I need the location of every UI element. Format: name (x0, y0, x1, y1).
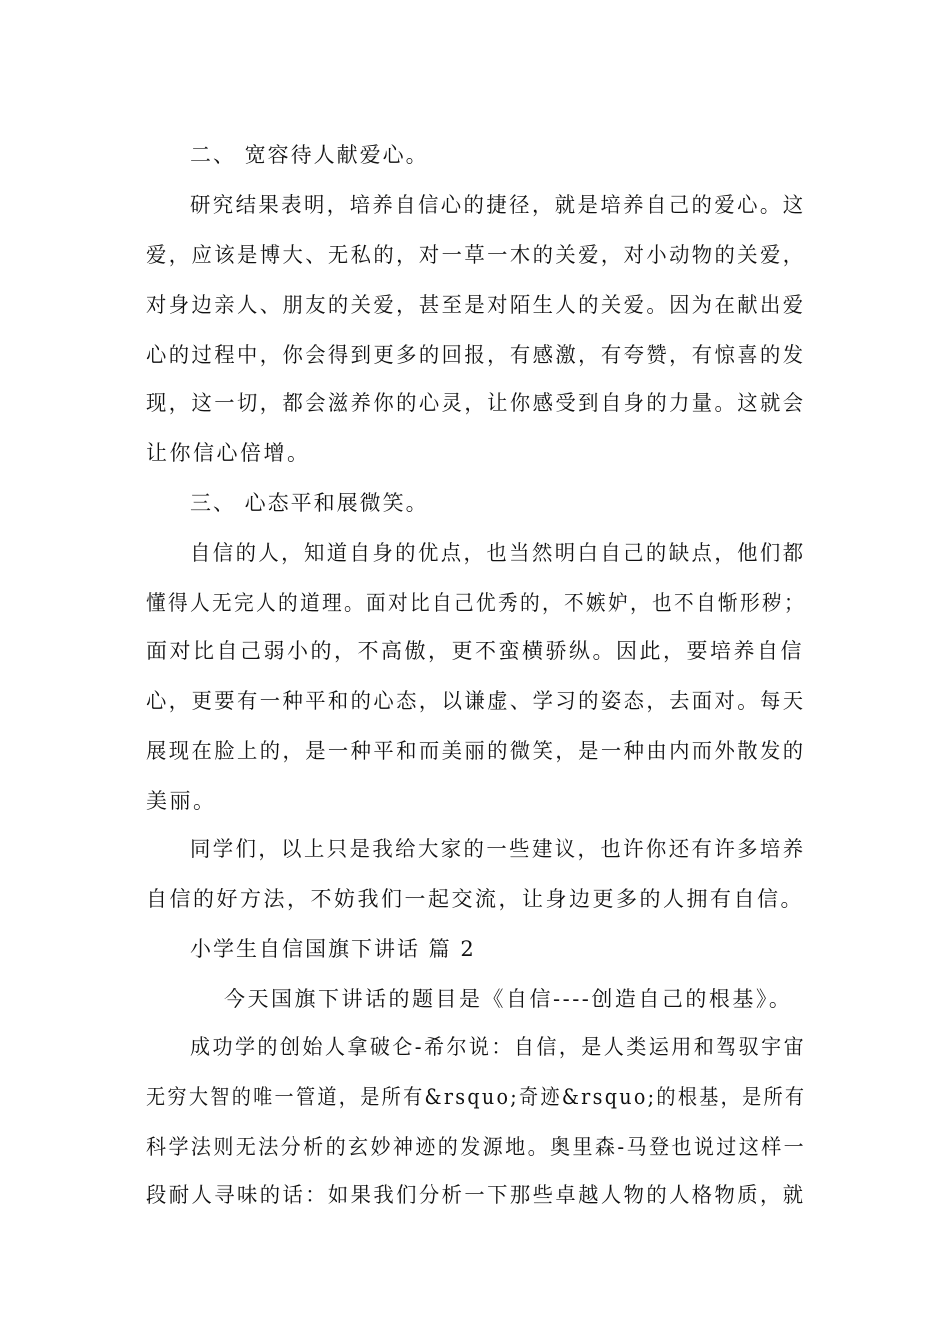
paragraph-line: 自信的人，知道自身的优点，也当然明白自己的缺点，他们都 (190, 541, 806, 565)
paragraph-line: 现，这一切，都会滋养你的心灵，让你感受到自身的力量。这就会 (146, 391, 806, 415)
paragraph-line: 自信的好方法，不妨我们一起交流，让身边更多的人拥有自信。 (146, 887, 804, 911)
paragraph-line: 面对比自己弱小的，不高傲，更不蛮横骄纵。因此，要培养自信 (146, 639, 804, 663)
paragraph-line: 让你信心倍增。 (146, 441, 311, 465)
speech-topic: 今天国旗下讲话的题目是《自信----创造自己的根基》。 (224, 987, 793, 1011)
paragraph-line: 展现在脸上的，是一种平和而美丽的微笑，是一种由内而外散发的 (146, 739, 806, 763)
paragraph-line: 对身边亲人、朋友的关爱，甚至是对陌生人的关爱。因为在献出爱 (146, 293, 806, 317)
paragraph-line: 无穷大智的唯一管道，是所有&rsquo;奇迹&rsquo;的根基，是所有 (146, 1085, 807, 1109)
paragraph-line: 爱，应该是博大、无私的，对一草一木的关爱，对小动物的关爱， (146, 243, 806, 267)
article-title: 小学生自信国旗下讲话 篇 2 (190, 937, 476, 961)
paragraph-line: 成功学的创始人拿破仑-希尔说：自信，是人类运用和驾驭宇宙 (190, 1035, 807, 1059)
section-heading-3: 三、 心态平和展微笑。 (190, 491, 429, 515)
paragraph-line: 心，更要有一种平和的心态，以谦虚、学习的姿态，去面对。每天 (146, 689, 806, 713)
paragraph-line: 段耐人寻味的话：如果我们分析一下那些卓越人物的人格物质，就 (146, 1183, 806, 1207)
section-heading-2: 二、 宽容待人献爱心。 (190, 143, 429, 167)
paragraph-line: 懂得人无完人的道理。面对比自己优秀的，不嫉妒，也不自惭形秽； (146, 591, 806, 615)
paragraph-line: 美丽。 (146, 789, 217, 813)
paragraph-line: 科学法则无法分析的玄妙神迹的发源地。奥里森-马登也说过这样一 (146, 1135, 807, 1159)
paragraph-line: 同学们，以上只是我给大家的一些建议，也许你还有许多培养 (190, 837, 806, 861)
paragraph-line: 心的过程中，你会得到更多的回报，有感激，有夸赞，有惊喜的发 (146, 343, 806, 367)
paragraph-line: 研究结果表明，培养自信心的捷径，就是培养自己的爱心。这 (190, 193, 806, 217)
